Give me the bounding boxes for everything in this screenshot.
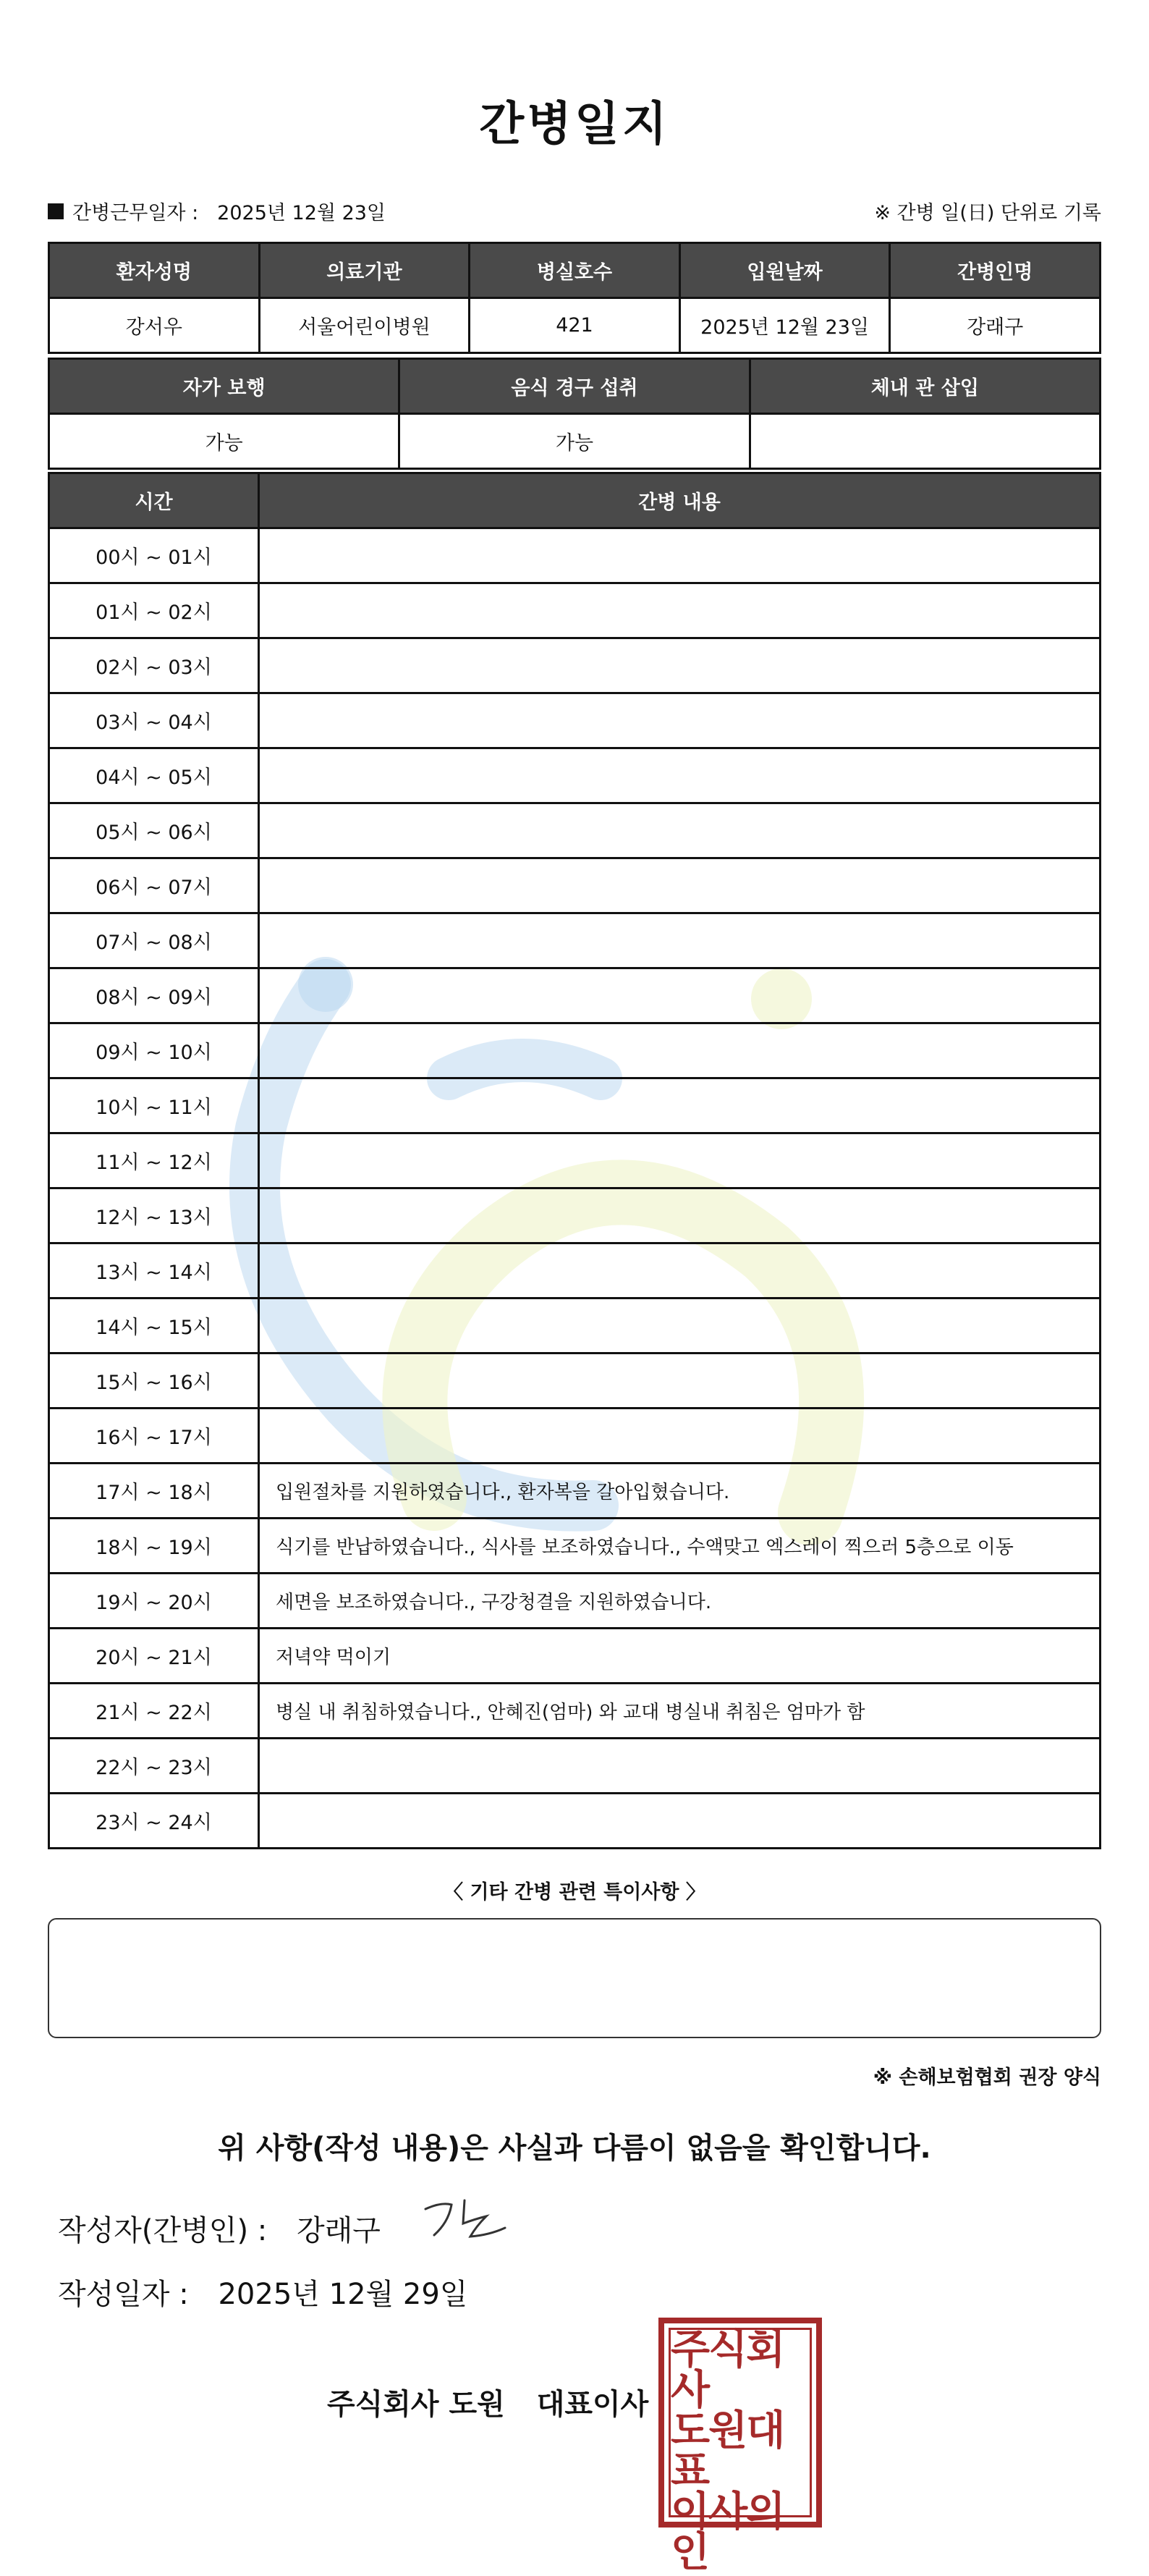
header-time: 시간	[49, 473, 259, 528]
document-title: 간병일지	[479, 98, 670, 151]
write-date-value: 2025년 12월 29일	[218, 2278, 468, 2311]
patient-info-table	[48, 242, 1101, 354]
log-row	[49, 913, 1101, 968]
daily-record-note: ※ 간병 일(日) 단위로 기록	[874, 202, 1101, 224]
patient-name: 강서우	[49, 298, 260, 353]
log-time: 20시 ~ 21시	[49, 1629, 259, 1684]
log-row	[49, 1243, 1101, 1298]
log-time: 18시 ~ 19시	[49, 1519, 259, 1574]
writer-label: 작성자(간병인) :	[58, 2214, 268, 2247]
log-row	[49, 1684, 1101, 1739]
log-content: 세면을 보조하였습니다., 구강청결을 지원하였습니다.	[259, 1574, 1101, 1629]
log-content	[259, 693, 1101, 748]
writer-name: 강래구	[296, 2214, 381, 2247]
log-time: 10시 ~ 11시	[49, 1078, 259, 1133]
confirmation-statement: 위 사항(작성 내용)은 사실과 다름이 없음을 확인합니다.	[218, 2132, 931, 2165]
log-row	[49, 693, 1101, 748]
log-row	[49, 1078, 1101, 1133]
header-oral-intake: 음식 경구 섭취	[399, 359, 750, 414]
log-content	[259, 638, 1101, 693]
log-time: 12시 ~ 13시	[49, 1188, 259, 1243]
log-content	[259, 1739, 1101, 1794]
caregiver-name: 강래구	[890, 298, 1101, 353]
log-row	[49, 968, 1101, 1023]
log-time: 03시 ~ 04시	[49, 693, 259, 748]
log-time: 02시 ~ 03시	[49, 638, 259, 693]
write-date-line	[58, 2271, 467, 2313]
special-notes-title: 〈 기타 간병 관련 특이사항 〉	[444, 1881, 705, 1904]
work-date-label: 간병근무일자 :	[72, 202, 199, 224]
hospital: 서울어린이병원	[259, 298, 470, 353]
log-time: 14시 ~ 15시	[49, 1298, 259, 1354]
log-time: 00시 ~ 01시	[49, 528, 259, 583]
log-content: 병실 내 취침하였습니다., 안혜진(엄마) 와 교대 병실내 취침은 엄마가 함	[259, 1684, 1101, 1739]
log-time: 19시 ~ 20시	[49, 1574, 259, 1629]
log-row	[49, 1464, 1101, 1519]
log-content	[259, 1133, 1101, 1188]
log-content: 입원절차를 지원하였습니다., 환자복을 갈아입혔습니다.	[259, 1464, 1101, 1519]
log-content	[259, 1794, 1101, 1849]
patient-status-table	[48, 358, 1101, 470]
log-row	[49, 1298, 1101, 1354]
log-content	[259, 1078, 1101, 1133]
care-log-table	[48, 472, 1101, 1849]
log-row	[49, 1519, 1101, 1574]
log-content	[259, 1243, 1101, 1298]
log-row	[49, 1133, 1101, 1188]
log-row	[49, 528, 1101, 583]
log-content	[259, 748, 1101, 803]
log-time: 11시 ~ 12시	[49, 1133, 259, 1188]
company-line	[327, 2381, 648, 2423]
write-date-label: 작성일자 :	[58, 2278, 189, 2311]
log-content: 저녁약 먹이기	[259, 1629, 1101, 1684]
oral-intake: 가능	[399, 414, 750, 469]
header-care-content: 간병 내용	[259, 473, 1101, 528]
work-date	[48, 197, 386, 225]
writer-line	[58, 2208, 381, 2249]
room-number: 421	[470, 298, 680, 353]
form-source-note: ※ 손해보험협회 권장 양식	[873, 2066, 1101, 2089]
log-content	[259, 1354, 1101, 1409]
log-row	[49, 748, 1101, 803]
log-content: 식기를 반납하였습니다., 식사를 보조하였습니다., 수액맞고 엑스레이 찍으러 5층으로 이동	[259, 1519, 1101, 1574]
log-row	[49, 858, 1101, 913]
log-time: 09시 ~ 10시	[49, 1023, 259, 1078]
log-time: 07시 ~ 08시	[49, 913, 259, 968]
handwritten-signature	[420, 2193, 514, 2251]
log-time: 22시 ~ 23시	[49, 1739, 259, 1794]
log-content	[259, 1023, 1101, 1078]
log-content	[259, 803, 1101, 858]
self-walking: 가능	[49, 414, 399, 469]
log-time: 01시 ~ 02시	[49, 583, 259, 638]
log-time: 06시 ~ 07시	[49, 858, 259, 913]
log-content	[259, 1409, 1101, 1464]
representative-title: 대표이사	[536, 2388, 649, 2421]
log-row	[49, 1629, 1101, 1684]
log-row	[49, 803, 1101, 858]
header-patient-name: 환자성명	[49, 243, 260, 298]
log-content	[259, 583, 1101, 638]
company-name: 주식회사 도원	[327, 2388, 505, 2421]
log-row	[49, 1794, 1101, 1849]
log-row	[49, 583, 1101, 638]
log-time: 13시 ~ 14시	[49, 1243, 259, 1298]
log-content	[259, 1298, 1101, 1354]
log-content	[259, 968, 1101, 1023]
log-content	[259, 1188, 1101, 1243]
work-date-value: 2025년 12월 23일	[217, 202, 386, 224]
log-row	[49, 1739, 1101, 1794]
header-hospital: 의료기관	[259, 243, 470, 298]
log-time: 15시 ~ 16시	[49, 1354, 259, 1409]
log-row	[49, 638, 1101, 693]
seal-line: 주식회사	[671, 2326, 784, 2414]
header-tube-insertion: 체내 관 삽입	[750, 359, 1100, 414]
log-row	[49, 1188, 1101, 1243]
header-self-walking: 자가 보행	[49, 359, 399, 414]
log-time: 08시 ~ 09시	[49, 968, 259, 1023]
log-row	[49, 1023, 1101, 1078]
header-room-number: 병실호수	[470, 243, 680, 298]
log-row	[49, 1354, 1101, 1409]
log-time: 04시 ~ 05시	[49, 748, 259, 803]
square-bullet-icon	[48, 203, 64, 219]
special-notes-box	[48, 1918, 1101, 2038]
company-seal-stamp	[658, 2318, 822, 2576]
log-time: 21시 ~ 22시	[49, 1684, 259, 1739]
tube-insertion	[750, 414, 1100, 469]
log-content	[259, 858, 1101, 913]
log-time: 17시 ~ 18시	[49, 1464, 259, 1519]
seal-line: 도원대표	[671, 2407, 784, 2495]
admission-date: 2025년 12월 23일	[679, 298, 890, 353]
log-time: 23시 ~ 24시	[49, 1794, 259, 1849]
log-row	[49, 1574, 1101, 1629]
log-time: 05시 ~ 06시	[49, 803, 259, 858]
log-time: 16시 ~ 17시	[49, 1409, 259, 1464]
seal-line: 이사의인	[671, 2488, 784, 2576]
header-caregiver-name: 간병인명	[890, 243, 1101, 298]
log-content	[259, 528, 1101, 583]
header-admission-date: 입원날짜	[679, 243, 890, 298]
log-content	[259, 913, 1101, 968]
log-row	[49, 1409, 1101, 1464]
meta-row	[48, 197, 1101, 226]
